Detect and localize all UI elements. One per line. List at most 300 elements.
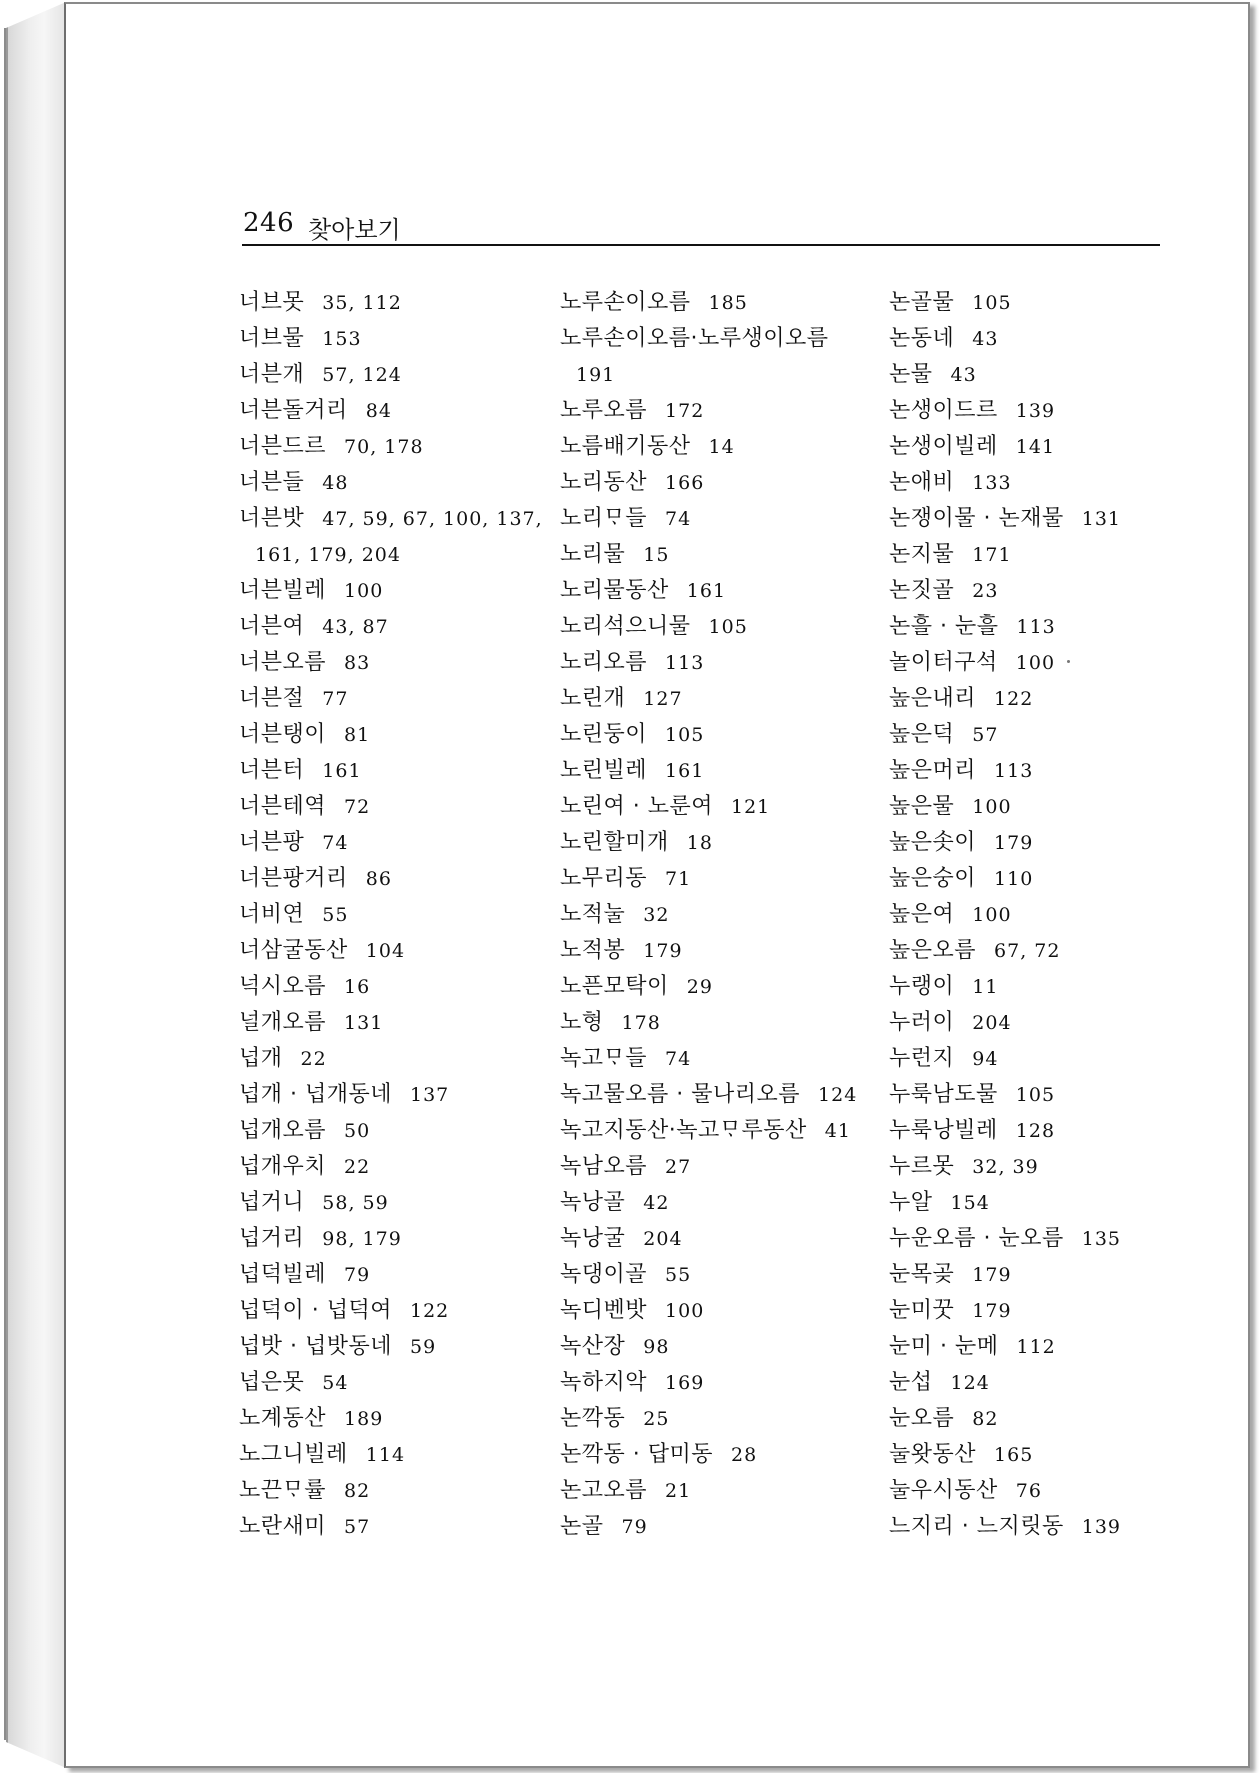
index-term: 넙개오름	[239, 1118, 327, 1143]
index-pages: 124	[818, 1084, 858, 1106]
index-term: 느지리 · 느지릿동	[889, 1514, 1064, 1539]
index-term: 눌왓동산	[889, 1442, 977, 1467]
index-term: 높은덕	[889, 722, 955, 747]
index-entry	[889, 285, 1189, 321]
index-entry	[889, 1365, 1189, 1401]
index-pages: 84	[365, 400, 392, 422]
index-pages: 141	[1015, 436, 1056, 458]
index-term: 너븐터	[239, 758, 305, 783]
index-entry	[889, 681, 1189, 717]
index-column-1	[239, 285, 549, 1545]
index-term: 논애비	[889, 470, 955, 495]
index-term: 노계동산	[239, 1406, 327, 1431]
index-term: 너븐돌거리	[239, 398, 348, 423]
index-term: 녹고ᄆᆞ들	[560, 1046, 648, 1071]
index-term: 노끈ᄆᆞ률	[239, 1478, 327, 1503]
index-term: 너븐오름	[239, 650, 327, 675]
index-pages: 179	[972, 1300, 1012, 1322]
index-pages: 100	[665, 1300, 705, 1322]
index-term: 녹남오름	[560, 1154, 648, 1179]
index-entry	[560, 1509, 890, 1545]
index-term: 누런지	[889, 1046, 955, 1071]
index-entry	[239, 681, 549, 717]
index-entry	[239, 1257, 549, 1293]
index-entry	[560, 357, 890, 393]
index-term: 넙덕빌레	[239, 1262, 327, 1287]
index-pages: 82	[344, 1480, 371, 1502]
index-term: 높은오름	[889, 938, 977, 963]
index-entry	[239, 1437, 549, 1473]
index-entry	[560, 861, 890, 897]
index-pages: 76	[1015, 1480, 1042, 1502]
index-pages: 189	[344, 1408, 384, 1430]
index-pages: 18	[686, 832, 713, 854]
index-pages: 27	[665, 1156, 692, 1178]
index-entry	[560, 429, 890, 465]
index-pages: 25	[643, 1408, 670, 1430]
index-pages: 114	[365, 1444, 406, 1466]
index-term: 녹고지동산·녹고ᄆᆞ루동산	[560, 1118, 807, 1143]
index-entry	[560, 1077, 890, 1113]
index-term: 녹댕이골	[560, 1262, 648, 1287]
index-term: 노적눌	[560, 902, 626, 927]
index-term: 노름배기동산	[560, 434, 691, 459]
index-entry	[560, 537, 890, 573]
index-entry	[889, 969, 1189, 1005]
index-entry	[560, 681, 890, 717]
index-pages: 179	[643, 940, 683, 962]
index-pages: 105	[665, 724, 705, 746]
index-pages: 161	[665, 760, 705, 782]
index-pages: 161, 179, 204	[255, 544, 401, 566]
index-entry	[560, 321, 890, 357]
index-term: 넙밧 · 넙밧동네	[239, 1334, 392, 1359]
index-term: 논골물	[889, 290, 955, 315]
index-pages: 113	[1016, 616, 1056, 638]
index-pages: 154	[950, 1192, 990, 1214]
index-term: 널개오름	[239, 1010, 327, 1035]
index-pages: 121	[731, 796, 771, 818]
index-pages: 59	[410, 1336, 437, 1358]
index-pages: 153	[322, 328, 362, 350]
index-pages: 179	[994, 832, 1034, 854]
index-entry	[239, 321, 549, 357]
index-term: 너븐절	[239, 686, 305, 711]
index-pages: 57	[344, 1516, 371, 1538]
index-pages: 74	[665, 1048, 692, 1070]
index-term: 놀이터구석	[889, 650, 998, 675]
index-pages: 113	[994, 760, 1034, 782]
index-pages: 94	[972, 1048, 999, 1070]
index-entry	[889, 1293, 1189, 1329]
index-term: 누룩남도물	[889, 1082, 998, 1107]
index-pages: 15	[643, 544, 670, 566]
index-entry	[239, 897, 549, 933]
index-term: 넙거니	[239, 1190, 305, 1215]
index-entry	[560, 573, 890, 609]
index-pages: 172	[665, 400, 705, 422]
index-term: 높은머리	[889, 758, 977, 783]
index-term: 높은솟이	[889, 830, 977, 855]
index-term: 녹낭골	[560, 1190, 626, 1215]
index-term: 논물	[889, 362, 933, 387]
index-entry	[889, 537, 1189, 573]
book-spine-edge	[4, 28, 6, 1740]
index-entry	[889, 861, 1189, 897]
index-pages: 104	[365, 940, 406, 962]
index-term: 누랭이	[889, 974, 955, 999]
index-pages: 81	[344, 724, 371, 746]
index-term: 너브못	[239, 290, 305, 315]
index-term: 넉시오름	[239, 974, 327, 999]
index-entry	[239, 861, 549, 897]
index-term: 노린개	[560, 686, 626, 711]
index-pages: 165	[994, 1444, 1034, 1466]
index-term: 너삼굴동산	[239, 938, 348, 963]
index-entry	[889, 609, 1189, 645]
index-term: 누룩낭빌레	[889, 1118, 998, 1143]
index-term: 높은물	[889, 794, 955, 819]
page-number: 246	[243, 208, 295, 238]
index-entry	[560, 1293, 890, 1329]
index-pages: 21	[665, 1480, 692, 1502]
index-pages: 124	[950, 1372, 990, 1394]
index-pages: 83	[344, 652, 371, 674]
index-entry	[239, 501, 549, 537]
index-entry	[889, 1401, 1189, 1437]
index-entry	[239, 1185, 549, 1221]
index-term: 노린할미개	[560, 830, 669, 855]
index-pages: 47, 59, 67, 100, 137,	[322, 508, 543, 530]
index-entry	[889, 933, 1189, 969]
index-entry	[560, 825, 890, 861]
index-entry	[239, 1473, 549, 1509]
index-entry	[239, 1041, 549, 1077]
index-entry	[239, 645, 549, 681]
index-pages: 35, 112	[322, 292, 402, 314]
index-pages: 100	[972, 904, 1012, 926]
index-entry	[560, 933, 890, 969]
index-term: 논생이빌레	[889, 434, 998, 459]
index-term: 노란새미	[239, 1514, 327, 1539]
index-entry	[889, 1221, 1189, 1257]
index-term: 누러이	[889, 1010, 955, 1035]
index-term: 너브물	[239, 326, 305, 351]
index-entry	[560, 1365, 890, 1401]
index-entry	[239, 789, 549, 825]
index-pages: 171	[972, 544, 1012, 566]
index-pages: 139	[1081, 1516, 1122, 1538]
index-term: 논깍동 · 답미동	[560, 1442, 713, 1467]
index-entry	[239, 1149, 549, 1185]
page-header	[243, 208, 1163, 246]
book-spine	[6, 2, 68, 1768]
index-entry	[889, 393, 1189, 429]
index-entry	[560, 1005, 890, 1041]
index-pages: 169	[665, 1372, 705, 1394]
index-term: 넙개우치	[239, 1154, 327, 1179]
index-entry	[889, 1185, 1189, 1221]
index-pages: 135	[1081, 1228, 1122, 1250]
index-entry	[239, 573, 549, 609]
index-pages: 70, 178	[344, 436, 424, 458]
index-entry	[239, 1509, 549, 1545]
index-pages: 98	[643, 1336, 670, 1358]
index-entry	[889, 321, 1189, 357]
index-pages: 50	[344, 1120, 371, 1142]
index-term: 노리석으니물	[560, 614, 691, 639]
index-term: 노리동산	[560, 470, 648, 495]
index-pages: 77	[322, 688, 349, 710]
index-term: 너븐밧	[239, 506, 305, 531]
index-pages: 100	[1015, 652, 1056, 674]
index-pages: 57, 124	[322, 364, 402, 386]
index-pages: 185	[708, 292, 748, 314]
index-pages: 139	[1015, 400, 1056, 422]
index-term: 논골	[560, 1514, 604, 1539]
index-term: 눈미꿋	[889, 1298, 955, 1323]
index-pages: 71	[665, 868, 692, 890]
index-pages: 67, 72	[994, 940, 1061, 962]
index-term: 너비연	[239, 902, 305, 927]
index-entry	[239, 429, 549, 465]
index-entry	[239, 717, 549, 753]
index-pages: 128	[1015, 1120, 1056, 1142]
index-entry	[239, 1329, 549, 1365]
index-term: 눈목곶	[889, 1262, 955, 1287]
index-term: 논생이드르	[889, 398, 998, 423]
index-entry	[239, 933, 549, 969]
index-term: 너븐여	[239, 614, 305, 639]
index-term: 노루손이오름	[560, 290, 691, 315]
index-term: 너븐개	[239, 362, 305, 387]
header-rule	[242, 244, 1160, 246]
index-entry	[239, 357, 549, 393]
index-pages: 58, 59	[322, 1192, 389, 1214]
index-pages: 105	[972, 292, 1012, 314]
index-pages: 86	[365, 868, 392, 890]
index-entry	[889, 1329, 1189, 1365]
index-term: 너븐빌레	[239, 578, 327, 603]
index-term: 넙덕이 · 넙덕여	[239, 1298, 392, 1323]
index-entry	[889, 357, 1189, 393]
index-term: 녹고물오름 · 물나리오름	[560, 1082, 801, 1107]
index-pages: 166	[665, 472, 705, 494]
index-term: 노형	[560, 1010, 604, 1035]
index-entry	[560, 1473, 890, 1509]
index-entry	[889, 501, 1189, 537]
index-term: 논지물	[889, 542, 955, 567]
index-entry	[560, 393, 890, 429]
index-entry	[889, 1149, 1189, 1185]
index-entry	[560, 1221, 890, 1257]
index-column-3	[889, 285, 1189, 1545]
index-entry	[239, 1401, 549, 1437]
index-term: 논깍동	[560, 1406, 626, 1431]
index-pages: 32, 39	[972, 1156, 1039, 1178]
index-entry	[239, 1293, 549, 1329]
index-term: 넙개 · 넙개동네	[239, 1082, 392, 1107]
index-pages: 22	[344, 1156, 371, 1178]
index-term: 노무리동	[560, 866, 648, 891]
index-entry	[560, 717, 890, 753]
index-entry	[239, 537, 549, 573]
index-term: 논흘 · 눈흘	[889, 614, 999, 639]
index-entry	[889, 573, 1189, 609]
index-entry	[239, 393, 549, 429]
index-pages: 32	[643, 904, 670, 926]
index-term: 노리물동산	[560, 578, 669, 603]
index-pages: 133	[972, 472, 1012, 494]
index-entry	[560, 1041, 890, 1077]
index-pages: 11	[972, 976, 999, 998]
index-pages: 131	[344, 1012, 384, 1034]
index-pages: 43	[950, 364, 977, 386]
index-entry	[560, 897, 890, 933]
index-pages: 43, 87	[322, 616, 389, 638]
index-pages: 105	[1015, 1084, 1056, 1106]
index-pages: 16	[344, 976, 371, 998]
index-entry	[560, 1437, 890, 1473]
index-entry	[560, 1401, 890, 1437]
index-term: 노루손이오름·노루생이오름	[560, 326, 829, 351]
index-entry	[239, 825, 549, 861]
index-pages: 23	[972, 580, 999, 602]
index-pages: 79	[621, 1516, 648, 1538]
index-entry	[889, 897, 1189, 933]
index-entry	[239, 1221, 549, 1257]
index-term: 너븐팡	[239, 830, 305, 855]
index-term: 노리ᄆᆞ들	[560, 506, 648, 531]
index-term: 노그니빌레	[239, 1442, 348, 1467]
index-entry	[239, 969, 549, 1005]
index-entry	[560, 1149, 890, 1185]
index-term: 노린여 · 노룬여	[560, 794, 713, 819]
index-pages: 28	[731, 1444, 758, 1466]
index-entry	[560, 465, 890, 501]
index-pages: 74	[665, 508, 692, 530]
index-term: 높은내리	[889, 686, 977, 711]
index-entry	[239, 1077, 549, 1113]
index-term: 누르못	[889, 1154, 955, 1179]
index-term: 노적봉	[560, 938, 626, 963]
index-entry	[889, 825, 1189, 861]
index-term: 높은숭이	[889, 866, 977, 891]
index-term: 넙개	[239, 1046, 283, 1071]
index-pages: 48	[322, 472, 349, 494]
index-pages: 161	[322, 760, 362, 782]
index-entry	[239, 1365, 549, 1401]
index-pages: 100	[344, 580, 384, 602]
index-pages: 72	[344, 796, 371, 818]
index-pages: 191	[576, 364, 616, 386]
index-pages: 22	[300, 1048, 327, 1070]
index-term: 너븐드르	[239, 434, 327, 459]
index-pages: 43	[972, 328, 999, 350]
index-term: 눈미 · 눈메	[889, 1334, 999, 1359]
index-entry	[239, 1113, 549, 1149]
index-pages: 79	[344, 1264, 371, 1286]
index-entry	[560, 1185, 890, 1221]
index-entry	[889, 645, 1189, 681]
index-entry	[239, 753, 549, 789]
index-entry	[889, 1437, 1189, 1473]
index-term: 너븐들	[239, 470, 305, 495]
index-pages: 113	[665, 652, 705, 674]
index-entry	[889, 429, 1189, 465]
index-term: 누알	[889, 1190, 933, 1215]
section-title: 찾아보기	[308, 216, 401, 244]
index-pages: 14	[708, 436, 735, 458]
index-pages: 55	[665, 1264, 692, 1286]
index-entry	[560, 285, 890, 321]
index-entry	[889, 717, 1189, 753]
index-pages: 29	[686, 976, 713, 998]
index-pages: 82	[972, 1408, 999, 1430]
index-pages: 100	[972, 796, 1012, 818]
index-pages: 137	[410, 1084, 450, 1106]
index-term: 눈섭	[889, 1370, 933, 1395]
index-entry	[560, 1113, 890, 1149]
index-entry	[889, 465, 1189, 501]
index-term: 녹디벤밧	[560, 1298, 648, 1323]
index-pages: 57	[972, 724, 999, 746]
index-entry	[889, 1041, 1189, 1077]
index-entry	[889, 1257, 1189, 1293]
index-entry	[889, 1473, 1189, 1509]
index-entry	[560, 1329, 890, 1365]
index-pages: 74	[322, 832, 349, 854]
index-term: 논쟁이물 · 논재물	[889, 506, 1064, 531]
index-term: 넙은못	[239, 1370, 305, 1395]
index-entry	[889, 1077, 1189, 1113]
index-term: 노리오름	[560, 650, 648, 675]
index-entry	[560, 501, 890, 537]
index-entry	[889, 1509, 1189, 1545]
index-entry	[239, 1005, 549, 1041]
index-term: 노픈모탁이	[560, 974, 669, 999]
index-term: 논짓골	[889, 578, 955, 603]
index-pages: 131	[1081, 508, 1122, 530]
index-entry	[560, 753, 890, 789]
index-pages: 110	[994, 868, 1034, 890]
index-term: 노리물	[560, 542, 626, 567]
index-pages: 127	[643, 688, 683, 710]
index-entry	[560, 645, 890, 681]
index-term: 너븐테역	[239, 794, 327, 819]
index-pages: 178	[621, 1012, 661, 1034]
index-entry	[889, 1113, 1189, 1149]
index-term: 너븐팡거리	[239, 866, 348, 891]
index-entry	[239, 465, 549, 501]
index-term: 논동네	[889, 326, 955, 351]
index-pages: 55	[322, 904, 349, 926]
index-pages: 161	[686, 580, 727, 602]
index-entry	[889, 789, 1189, 825]
index-entry	[560, 609, 890, 645]
index-term: 녹낭굴	[560, 1226, 626, 1251]
index-term: 넙거리	[239, 1226, 305, 1251]
index-term: 노루오름	[560, 398, 648, 423]
index-term: 녹산장	[560, 1334, 626, 1359]
index-term: 논고오름	[560, 1478, 648, 1503]
page-speck	[1067, 660, 1070, 663]
index-entry	[889, 1005, 1189, 1041]
index-term: 높은여	[889, 902, 955, 927]
index-entry	[560, 969, 890, 1005]
index-pages: 42	[643, 1192, 670, 1214]
index-pages: 179	[972, 1264, 1012, 1286]
